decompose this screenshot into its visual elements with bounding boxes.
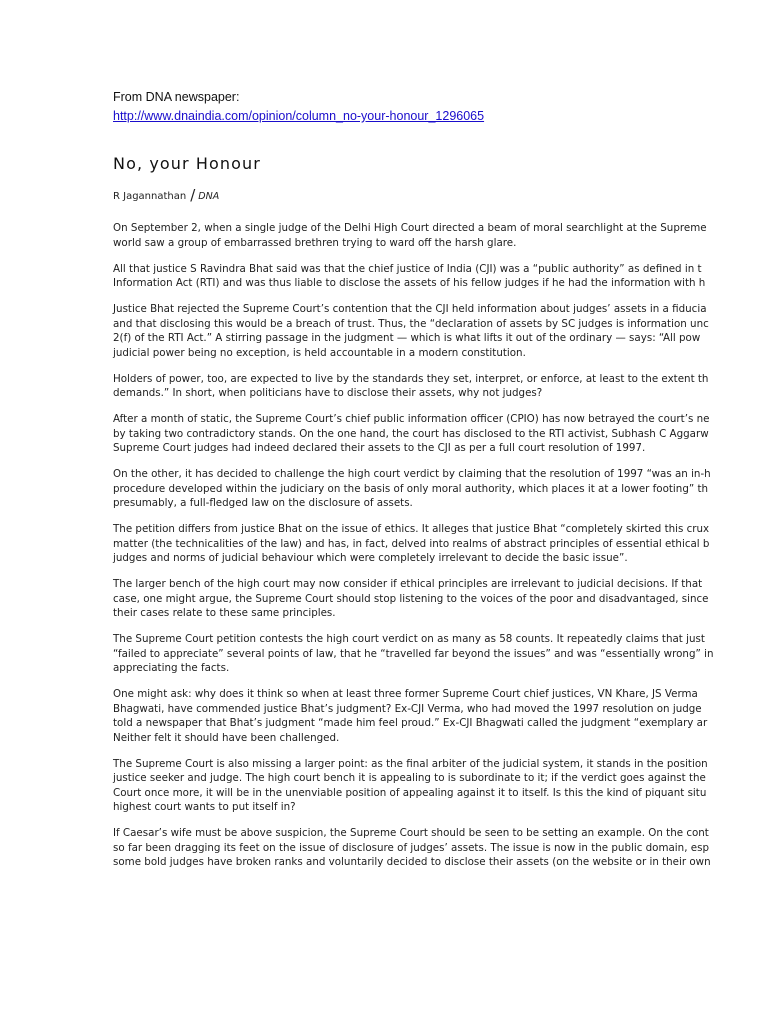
paragraph-line: justice seeker and judge. The high court bench it is appealing to is subordinate to it; if the verdict goes against the xyxy=(113,772,706,784)
paragraph-line: The petition differs from justice Bhat on the issue of ethics. It alleges that justice Bhat “completely skirted this crux xyxy=(113,523,710,535)
paragraph-line: presumably, a full-fledged law on the disclosure of assets. xyxy=(113,497,413,509)
article-paragraph xyxy=(113,372,768,401)
paragraph-line: The larger bench of the high court may now consider if ethical principles are irrelevant to judicial decisions. If that xyxy=(113,578,703,590)
paragraph-line: case, one might argue, the Supreme Court should stop listening to the voices of the poor and disadvantaged, since xyxy=(113,592,709,605)
paragraph-line: appreciating the facts. xyxy=(113,662,230,674)
paragraph-line: The Supreme Court petition contests the high court verdict on as many as 58 counts. It repeatedly claims that just xyxy=(113,633,705,645)
article-paragraph xyxy=(113,262,768,291)
paragraph-line: told a newspaper that Bhat’s judgment “made him feel proud.” Ex-CJI Bhagwati called the judgment “exemplary ar xyxy=(113,717,708,729)
paragraph-line: Court once more, it will be in the unenviable position of appealing against it to itself. Is this the kind of piquant situ xyxy=(113,786,707,799)
paragraph-line: On the other, it has decided to challenge the high court verdict by claiming that the resolution of 1997 “was an in-h xyxy=(113,468,711,480)
paragraph-line: matter (the technicalities of the law) and has, in fact, delved into realms of abstract principles of essential ethical b xyxy=(113,537,710,550)
article-paragraph xyxy=(113,221,768,250)
paragraph-line: world saw a group of embarrassed brethren trying to ward off the harsh glare. xyxy=(113,236,517,249)
article-headline: No, your Honour xyxy=(113,154,261,173)
paragraph-line: All that justice S Ravindra Bhat said was that the chief justice of India (CJI) was a “public authority” as defined in t xyxy=(113,262,702,275)
paragraph-line: After a month of static, the Supreme Court’s chief public information officer (CPIO) has now betrayed the court’s ne xyxy=(113,413,710,425)
paragraph-line: procedure developed within the judiciary on the basis of only moral authority, which places it at a lower footing” th xyxy=(113,482,709,495)
article-paragraph xyxy=(113,632,768,676)
source-link[interactable]: http://www.dnaindia.com/opinion/column_no-your-honour_1296065 xyxy=(113,109,485,123)
paragraph-line: “failed to appreciate” several points of law, that he “travelled far beyond the issues” and was “essentially wrong” in xyxy=(113,647,714,660)
paragraph-line: On September 2, when a single judge of the Delhi High Court directed a beam of moral searchlight at the Supreme xyxy=(113,222,707,234)
paragraph-line: One might ask: why does it think so when at least three former Supreme Court chief justices, VN Khare, JS Verma xyxy=(113,688,698,700)
paragraph-line: If Caesar’s wife must be above suspicion, the Supreme Court should be seen to be setting an example. On the cont xyxy=(113,827,709,839)
byline xyxy=(113,188,768,204)
article-paragraph xyxy=(113,577,768,621)
paragraph-line: demands.” In short, when politicians have to disclose their assets, why not judges? xyxy=(113,387,543,399)
article-paragraph xyxy=(113,302,768,360)
byline-separator: / xyxy=(190,186,196,204)
paragraph-line: Bhagwati, have commended justice Bhat’s judgment? Ex-CJI Verma, who had moved the 1997 resolution on judge xyxy=(113,702,702,715)
paragraph-line: Neither felt it should have been challenged. xyxy=(113,731,340,744)
paragraph-line: so far been dragging its feet on the issue of disclosure of judges’ assets. The issue is now in the public domain, esp xyxy=(113,841,709,854)
publication-name: DNA xyxy=(198,191,220,202)
paragraph-line: highest court wants to put itself in? xyxy=(113,801,296,813)
article-paragraph xyxy=(113,826,768,870)
paragraph-line: Justice Bhat rejected the Supreme Court’s contention that the CJI held information about judges’ assets in a fiducia xyxy=(113,303,707,315)
paragraph-line: 2(f) of the RTI Act.” A stirring passage in the judgment — which is what lifts it out of the ordinary — says: “All pow xyxy=(113,332,701,344)
paragraph-line: Supreme Court judges had indeed declared their assets to the CJI as per a full court resolution of 1997. xyxy=(113,442,646,454)
article-paragraph xyxy=(113,467,768,511)
author-name: R Jagannathan xyxy=(113,191,187,202)
article-body xyxy=(113,221,768,870)
article-paragraph xyxy=(113,412,768,456)
article-paragraph xyxy=(113,757,768,815)
paragraph-line: by taking two contradictory stands. On the one hand, the court has disclosed to the RTI activist, Subhash C Aggarw xyxy=(113,427,709,440)
paragraph-line: their cases relate to these same principles. xyxy=(113,607,336,619)
paragraph-line: and that disclosing this would be a breach of trust. Thus, the “declaration of assets by SC judges is information unc xyxy=(113,317,709,330)
paragraph-line: some bold judges have broken ranks and voluntarily decided to disclose their assets (on the website or in their own xyxy=(113,856,711,868)
paragraph-line: Information Act (RTI) and was thus liable to disclose the assets of his fellow judges if he had the information with h xyxy=(113,277,706,289)
source-label: From DNA newspaper: xyxy=(113,90,240,104)
paragraph-line: The Supreme Court is also missing a larger point: as the final arbiter of the judicial system, it stands in the position xyxy=(113,757,708,770)
article-content xyxy=(113,90,768,881)
paragraph-line: judicial power being no exception, is held accountable in a modern constitution. xyxy=(113,346,526,359)
paragraph-line: Holders of power, too, are expected to live by the standards they set, interpret, or enforce, at least to the extent th xyxy=(113,372,709,385)
article-paragraph xyxy=(113,687,768,745)
paragraph-line: judges and norms of judicial behaviour which were completely irrelevant to decide the basic issue”. xyxy=(113,552,628,564)
article-paragraph xyxy=(113,522,768,566)
